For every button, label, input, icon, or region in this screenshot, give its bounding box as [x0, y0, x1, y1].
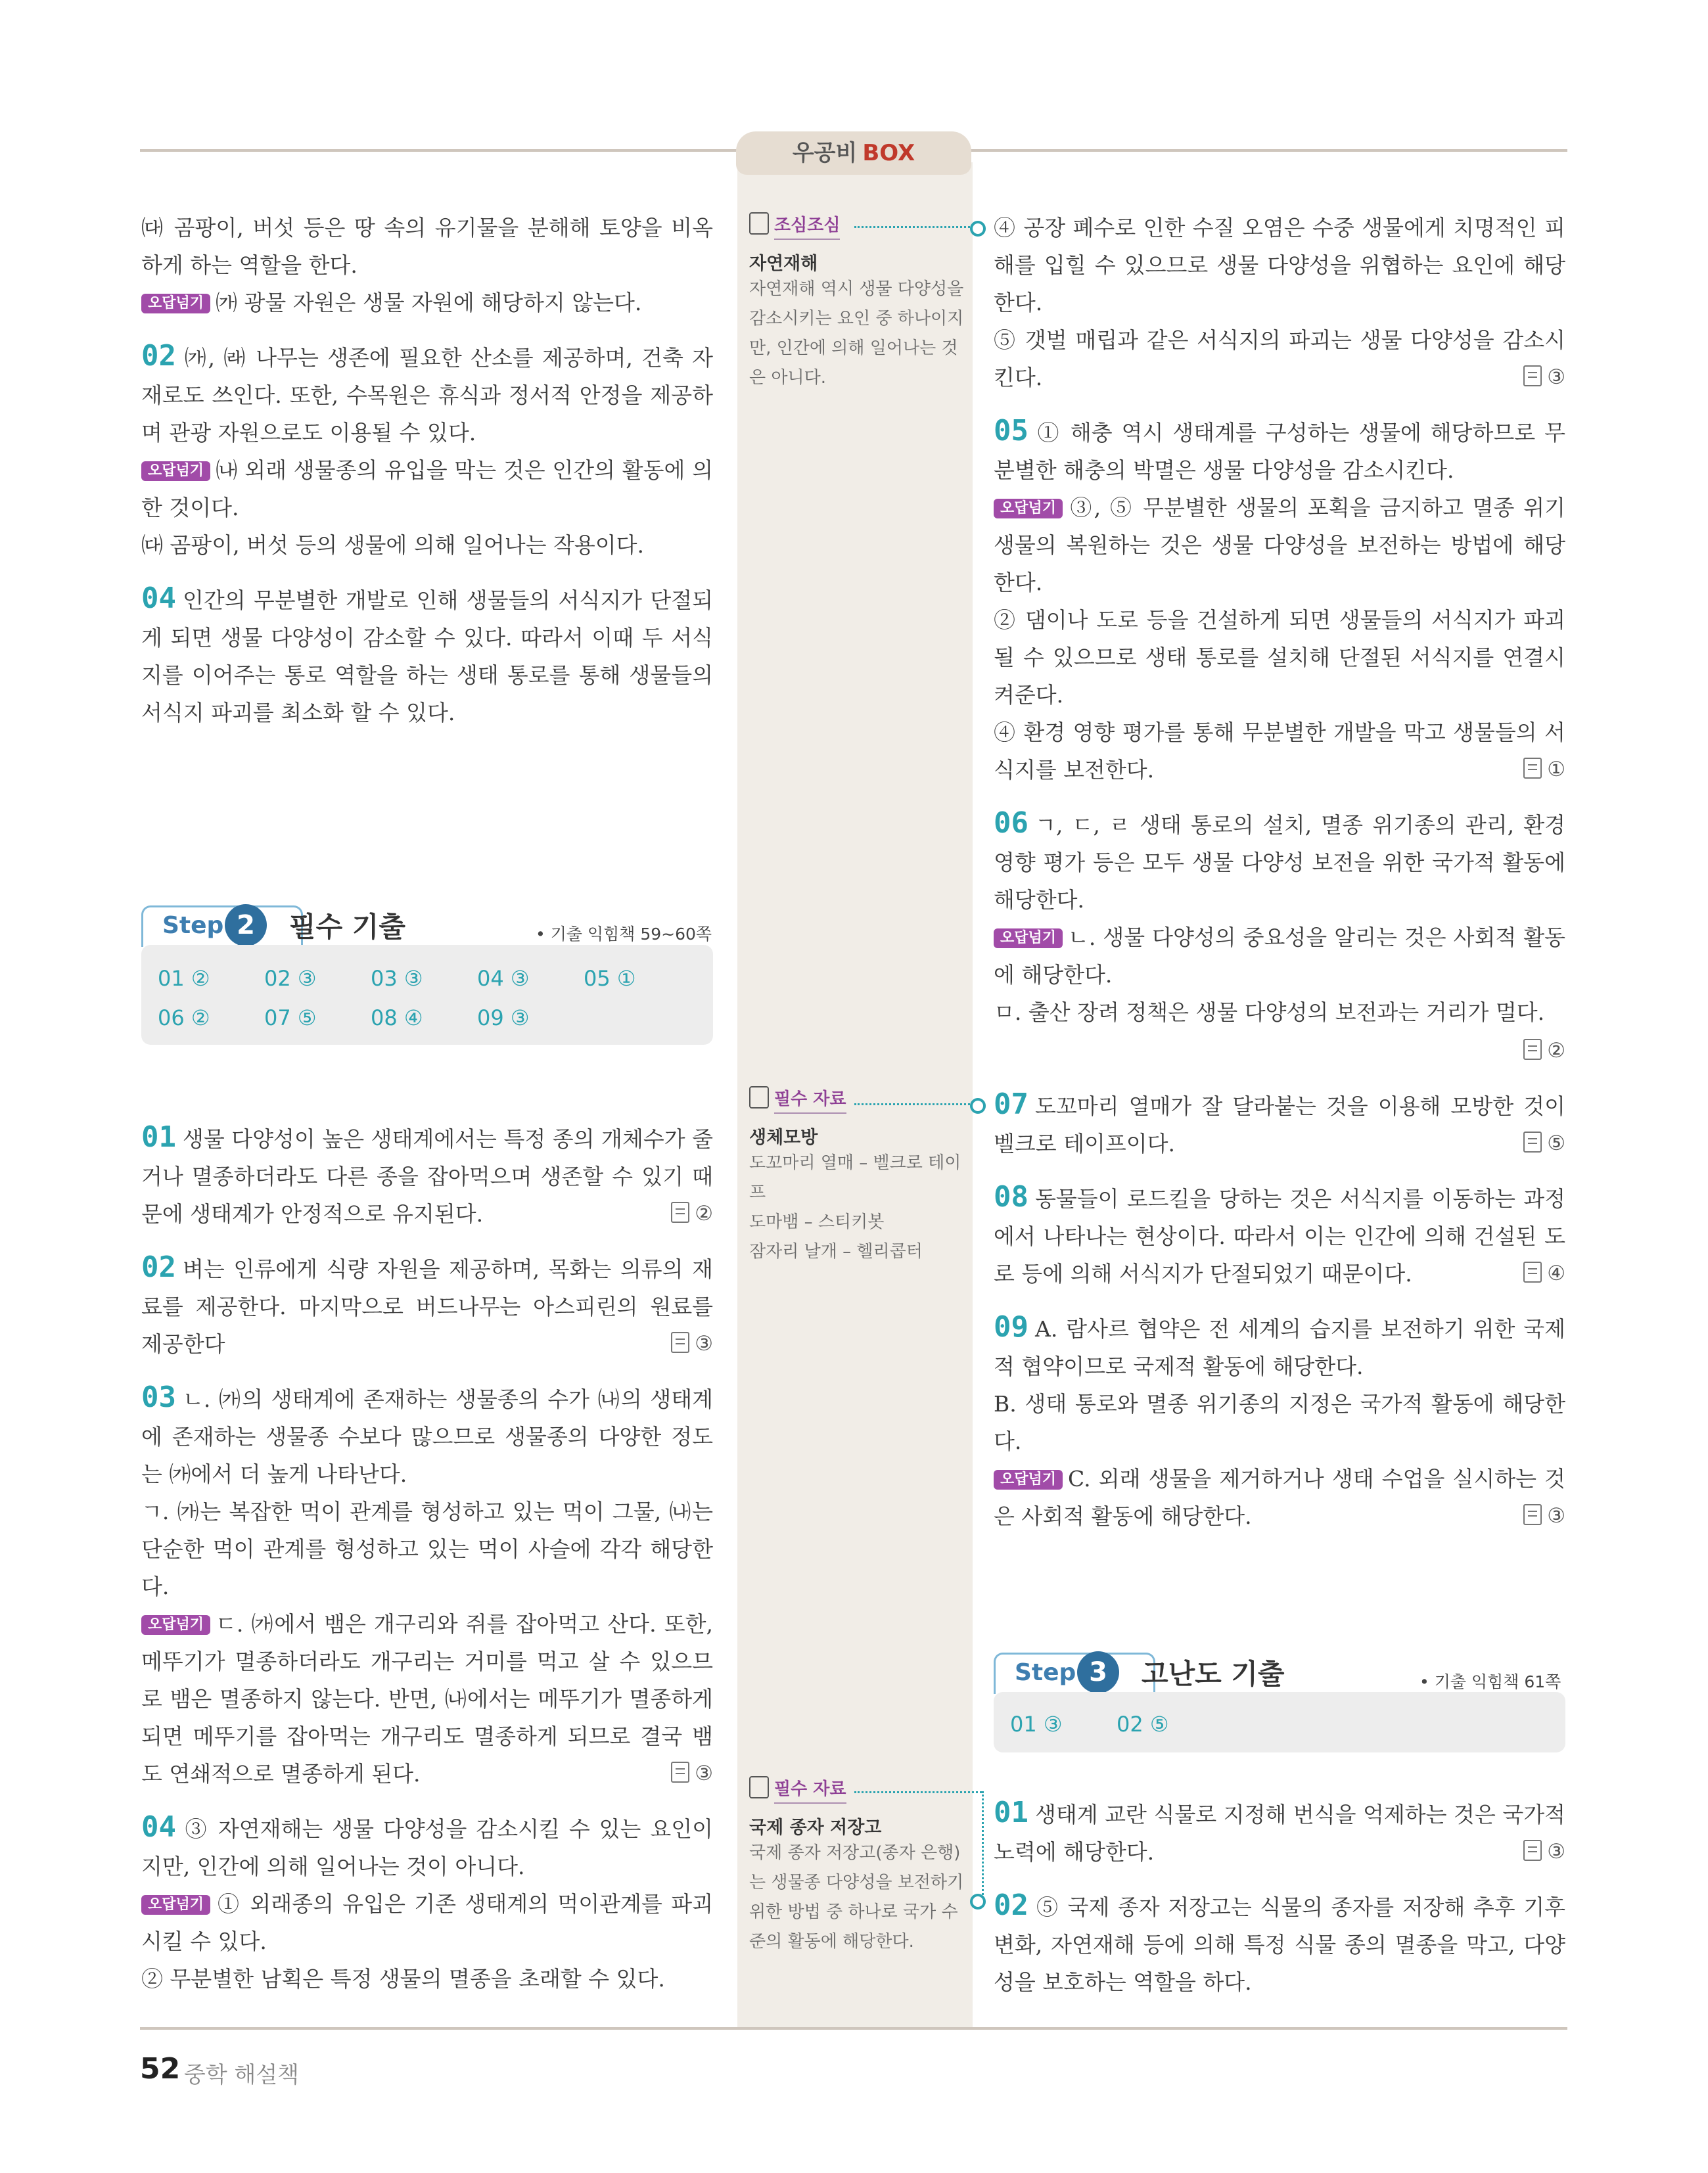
- answer-text: ㈎, ㈑ 나무는 생존에 필요한 산소를 제공하며, 건축 자재로도 쓰인다. 또한, 수목원은 휴식과 정서적 안정을 제공하며 관광 자원으로도 이용될 수 있다.: [141, 345, 713, 446]
- answer-text: ㄱ. ㈎는 복잡한 먹이 관계를 형성하고 있는 먹이 그물, ㈏는 단순한 먹이 관계를 형성하고 있는 먹이 사슬에 각각 해당한다.: [141, 1499, 713, 1599]
- step3-answer-box: [994, 1692, 1565, 1752]
- answer-mark: ①: [1523, 751, 1565, 789]
- answer-icon: [1523, 758, 1542, 779]
- note-text: 도꼬마리 열매 – 벨크로 테이프: [749, 1153, 961, 1202]
- pencil-icon: [749, 212, 769, 235]
- step2-answer: 06 ②: [158, 1005, 210, 1030]
- answer-text: ㅁ. 출산 장려 정책은 생물 다양성의 보전과는 거리가 멀다.: [994, 999, 1545, 1025]
- note-text: 잠자리 날개 – 헬리콥터: [749, 1242, 923, 1262]
- wrong-answer-tag: 오답넘기: [141, 294, 210, 313]
- note-heading: 조심조심: [774, 212, 840, 240]
- wrong-answer-tag: 오답넘기: [141, 461, 210, 481]
- step3-title: 고난도 기출: [1142, 1658, 1285, 1690]
- connector-dot: [970, 1894, 986, 1910]
- clipboard-icon: [749, 1776, 769, 1798]
- question-number: 01: [994, 1796, 1028, 1829]
- answer-mark: ③: [1523, 1498, 1565, 1535]
- answer-icon: [1523, 365, 1542, 386]
- note-heading: 필수 자료: [774, 1775, 846, 1804]
- connector-line: [854, 226, 974, 228]
- answer-icon: [1523, 1262, 1542, 1283]
- question-number: 03: [141, 1381, 176, 1414]
- answer-text: ① 외래종의 유입은 기존 생태계의 먹이관계를 파괴시킬 수 있다.: [141, 1891, 713, 1954]
- note-title: 자연재해: [749, 254, 818, 274]
- wrong-answer-tag: 오답넘기: [141, 1615, 210, 1635]
- answer-text: ⑤ 갯벌 매립과 같은 서식지의 파괴는 생물 다양성을 감소시킨다.: [994, 327, 1565, 390]
- note-text: 자연재해 역시 생물 다양성을 감소시키는 요인 중 하나이지만, 인간에 의해 일어나는 것은 아니다.: [749, 279, 964, 388]
- answer-icon: [1523, 1504, 1542, 1525]
- answer-mark: ③: [671, 1755, 713, 1793]
- question-number: 04: [141, 1810, 176, 1844]
- question-number: 09: [994, 1310, 1028, 1344]
- left-column-upper: [141, 209, 713, 747]
- wrong-answer-tag: 오답넘기: [994, 1470, 1063, 1490]
- sidebar-note-1: [749, 212, 966, 393]
- sidebar-note-3: [749, 1775, 966, 1957]
- answer-text: ㈐ 곰팡이, 버섯 등은 땅 속의 유기물을 분해해 토양을 비옥하게 하는 역할을 한다.: [141, 215, 713, 278]
- connector-dot: [970, 221, 986, 237]
- answer-text: B. 생태 통로와 멸종 위기종의 지정은 국가적 활동에 해당한다.: [994, 1391, 1565, 1454]
- step3-answer: 02 ⑤: [1117, 1712, 1169, 1737]
- answer-mark: ④: [1523, 1255, 1565, 1292]
- box-header: [736, 131, 971, 175]
- question-number: 05: [994, 414, 1028, 447]
- left-column-lower: [141, 1118, 713, 2013]
- answer-text: ④ 환경 영향 평가를 통해 무분별한 개발을 막고 생물들의 서식지를 보전한다.: [994, 720, 1565, 783]
- question-number: 06: [994, 806, 1028, 840]
- answer-text: 도꼬마리 열매가 잘 달라붙는 것을 이용해 모방한 것이 벨크로 테이프이다.: [994, 1093, 1565, 1156]
- answer-text: ㈐ 곰팡이, 버섯 등의 생물에 의해 일어나는 작용이다.: [141, 532, 644, 558]
- step3-number: 3: [1077, 1651, 1119, 1693]
- answer-text: ① 해충 역시 생태계를 구성하는 생물에 해당하므로 무분별한 해충의 박멸은 생물 다양성을 감소시킨다.: [994, 420, 1565, 483]
- answer-mark: ②: [671, 1195, 713, 1233]
- question-number: 01: [141, 1120, 176, 1154]
- page-number: 52: [140, 2052, 181, 2086]
- answer-text: ③ 자연재해는 생물 다양성을 감소시킬 수 있는 요인이지만, 인간에 의해 일어나는 것이 아니다.: [141, 1816, 713, 1879]
- answer-text: 생태계 교란 식물로 지정해 번식을 억제하는 것은 국가적 노력에 해당한다.: [994, 1802, 1565, 1865]
- answer-text: ㄷ. ㈎에서 뱀은 개구리와 쥐를 잡아먹고 산다. 또한, 메뚜기가 멸종하더라도 개구리는 거미를 먹고 살 수 있으므로 뱀은 멸종하지 않는다. 반면, ㈏에서는 메뚜기가 멸종하게 되면 메뚜기를 잡아먹는 개구리도 멸종하게 되므로 결국 뱀도 연쇄적으로 멸종하게 된다.: [141, 1611, 713, 1787]
- step2-answer-box: [141, 945, 713, 1045]
- answer-text: ⑤ 국제 종자 저장고는 식물의 종자를 저장해 추후 기후변화, 자연재해 등에 의해 특정 식물 종의 멸종을 막고, 다양성을 보호하는 역할을 하다.: [994, 1894, 1565, 1995]
- answer-icon: [1523, 1840, 1542, 1861]
- note-title: 생체모방: [749, 1128, 818, 1148]
- note-title: 국제 종자 저장고: [749, 1818, 882, 1838]
- step3-reference: • 기출 익힘책 61쪽: [1419, 1672, 1561, 1691]
- answer-icon: [671, 1202, 689, 1223]
- step3-answer: 01 ③: [1010, 1712, 1063, 1737]
- answer-text: 생물 다양성이 높은 생태계에서는 특정 종의 개체수가 줄거나 멸종하더라도 다른 종을 잡아먹으며 생존할 수 있기 때문에 생태계가 안정적으로 유지된다.: [141, 1126, 713, 1227]
- note-text: 국제 종자 저장고(종자 은행)는 생물종 다양성을 보전하기 위한 방법 중 하나로 국가 수준의 활동에 해당한다.: [749, 1843, 964, 1952]
- answer-text: C. 외래 생물을 제거하거나 생태 수업을 실시하는 것은 사회적 활동에 해당한다.: [994, 1466, 1565, 1529]
- step2-answer: 02 ③: [264, 966, 317, 991]
- answer-icon: [1523, 1039, 1542, 1060]
- right-column-lower: [994, 1794, 1565, 2017]
- step2-word: Step: [162, 912, 224, 939]
- answer-text: ② 무분별한 남획은 특정 생물의 멸종을 초래할 수 있다.: [141, 1966, 665, 1992]
- step2-answer: 01 ②: [158, 966, 210, 991]
- answer-icon: [1523, 1132, 1542, 1153]
- question-number: 02: [141, 339, 176, 373]
- step3-word: Step: [1015, 1659, 1076, 1686]
- question-number: 02: [994, 1888, 1028, 1922]
- answer-text: ㄱ, ㄷ, ㄹ 생태 통로의 설치, 멸종 위기종의 관리, 환경 영향 평가 등은 모두 생물 다양성 보전을 위한 국가적 활동에 해당한다.: [994, 812, 1565, 913]
- answer-mark: ③: [1523, 1833, 1565, 1871]
- step2-answer: 03 ③: [371, 966, 423, 991]
- answer-text: ㈎ 광물 자원은 생물 자원에 해당하지 않는다.: [216, 290, 642, 315]
- note-heading: 필수 자료: [774, 1086, 846, 1114]
- step2-answer: 07 ⑤: [264, 1005, 317, 1030]
- box-header-accent: BOX: [862, 140, 915, 166]
- answer-text: ③, ⑤ 무분별한 생물의 포획을 금지하고 멸종 위기 생물의 복원하는 것은 생물 다양성을 보전하는 방법에 해당한다.: [994, 495, 1565, 595]
- step2-answer: 05 ①: [584, 966, 636, 991]
- wrong-answer-tag: 오답넘기: [994, 928, 1063, 948]
- step2-answer: 08 ④: [371, 1005, 423, 1030]
- question-number: 02: [141, 1250, 176, 1284]
- answer-text: ㈏ 외래 생물종의 유입을 막는 것은 인간의 활동에 의한 것이다.: [141, 457, 713, 520]
- answer-mark: ③: [671, 1325, 713, 1363]
- answer-icon: [671, 1332, 689, 1353]
- connector-line: [982, 1791, 984, 1895]
- clipboard-icon: [749, 1086, 769, 1109]
- answer-text: ㄴ. ㈎의 생태계에 존재하는 생물종의 수가 ㈏의 생태계에 존재하는 생물종 수보다 많으므로 생물종의 다양한 정도는 ㈎에서 더 높게 나타난다.: [141, 1386, 713, 1487]
- answer-text: ② 댐이나 도로 등을 건설하게 되면 생물들의 서식지가 파괴될 수 있으므로 생태 통로를 설치해 단절된 서식지를 연결시켜준다.: [994, 607, 1565, 708]
- answer-text: 인간의 무분별한 개발로 인해 생물들의 서식지가 단절되게 되면 생물 다양성이 감소할 수 있다. 따라서 이때 두 서식지를 이어주는 통로 역할을 하는 생태 통로를 통해 생물들의 서식지 파괴를 최소화 할 수 있다.: [141, 587, 713, 725]
- wrong-answer-tag: 오답넘기: [141, 1895, 210, 1915]
- step2-title: 필수 기출: [289, 911, 405, 943]
- answer-text: 벼는 인류에게 식량 자원을 제공하며, 목화는 의류의 재료를 제공한다. 마지막으로 버드나무는 아스피린의 원료를 제공한다: [141, 1256, 713, 1357]
- answer-text: A. 람사르 협약은 전 세계의 습지를 보전하기 위한 국제적 협약이므로 국제적 활동에 해당한다.: [994, 1316, 1565, 1379]
- connector-line: [854, 1791, 982, 1793]
- question-number: 04: [141, 582, 176, 615]
- step2-answer: 04 ③: [477, 966, 530, 991]
- connector-line: [854, 1103, 974, 1105]
- box-header-label: 우공비: [792, 140, 858, 166]
- sidebar-note-2: [749, 1086, 966, 1267]
- wrong-answer-tag: 오답넘기: [994, 499, 1063, 518]
- step2-number: 2: [225, 904, 267, 946]
- answer-text: 동물들이 로드킬을 당하는 것은 서식지를 이동하는 과정에서 나타나는 현상이다. 따라서 이는 인간에 의해 건설된 도로 등에 의해 서식지가 단절되었기 때문이다.: [994, 1186, 1565, 1287]
- question-number: 07: [994, 1087, 1028, 1121]
- book-title: 중학 해설책: [184, 2062, 300, 2088]
- right-column-upper: [994, 209, 1565, 1551]
- bottom-rule: [140, 2027, 1567, 2030]
- step2-reference: • 기출 익힘책 59~60쪽: [536, 925, 712, 944]
- note-text: 도마뱀 – 스티키봇: [749, 1212, 885, 1232]
- answer-mark: ③: [1523, 359, 1565, 396]
- answer-text: ㄴ. 생물 다양성의 중요성을 알리는 것은 사회적 활동에 해당한다.: [994, 925, 1565, 988]
- question-number: 08: [994, 1180, 1028, 1214]
- answer-icon: [671, 1762, 689, 1783]
- answer-mark: ⑤: [1523, 1125, 1565, 1162]
- answer-text: ④ 공장 폐수로 인한 수질 오염은 수중 생물에게 치명적인 피해를 입힐 수 있으므로 생물 다양성을 위협하는 요인에 해당한다.: [994, 215, 1565, 315]
- connector-dot: [970, 1098, 986, 1114]
- step2-answer: 09 ③: [477, 1005, 530, 1030]
- answer-mark: ②: [1523, 1039, 1565, 1063]
